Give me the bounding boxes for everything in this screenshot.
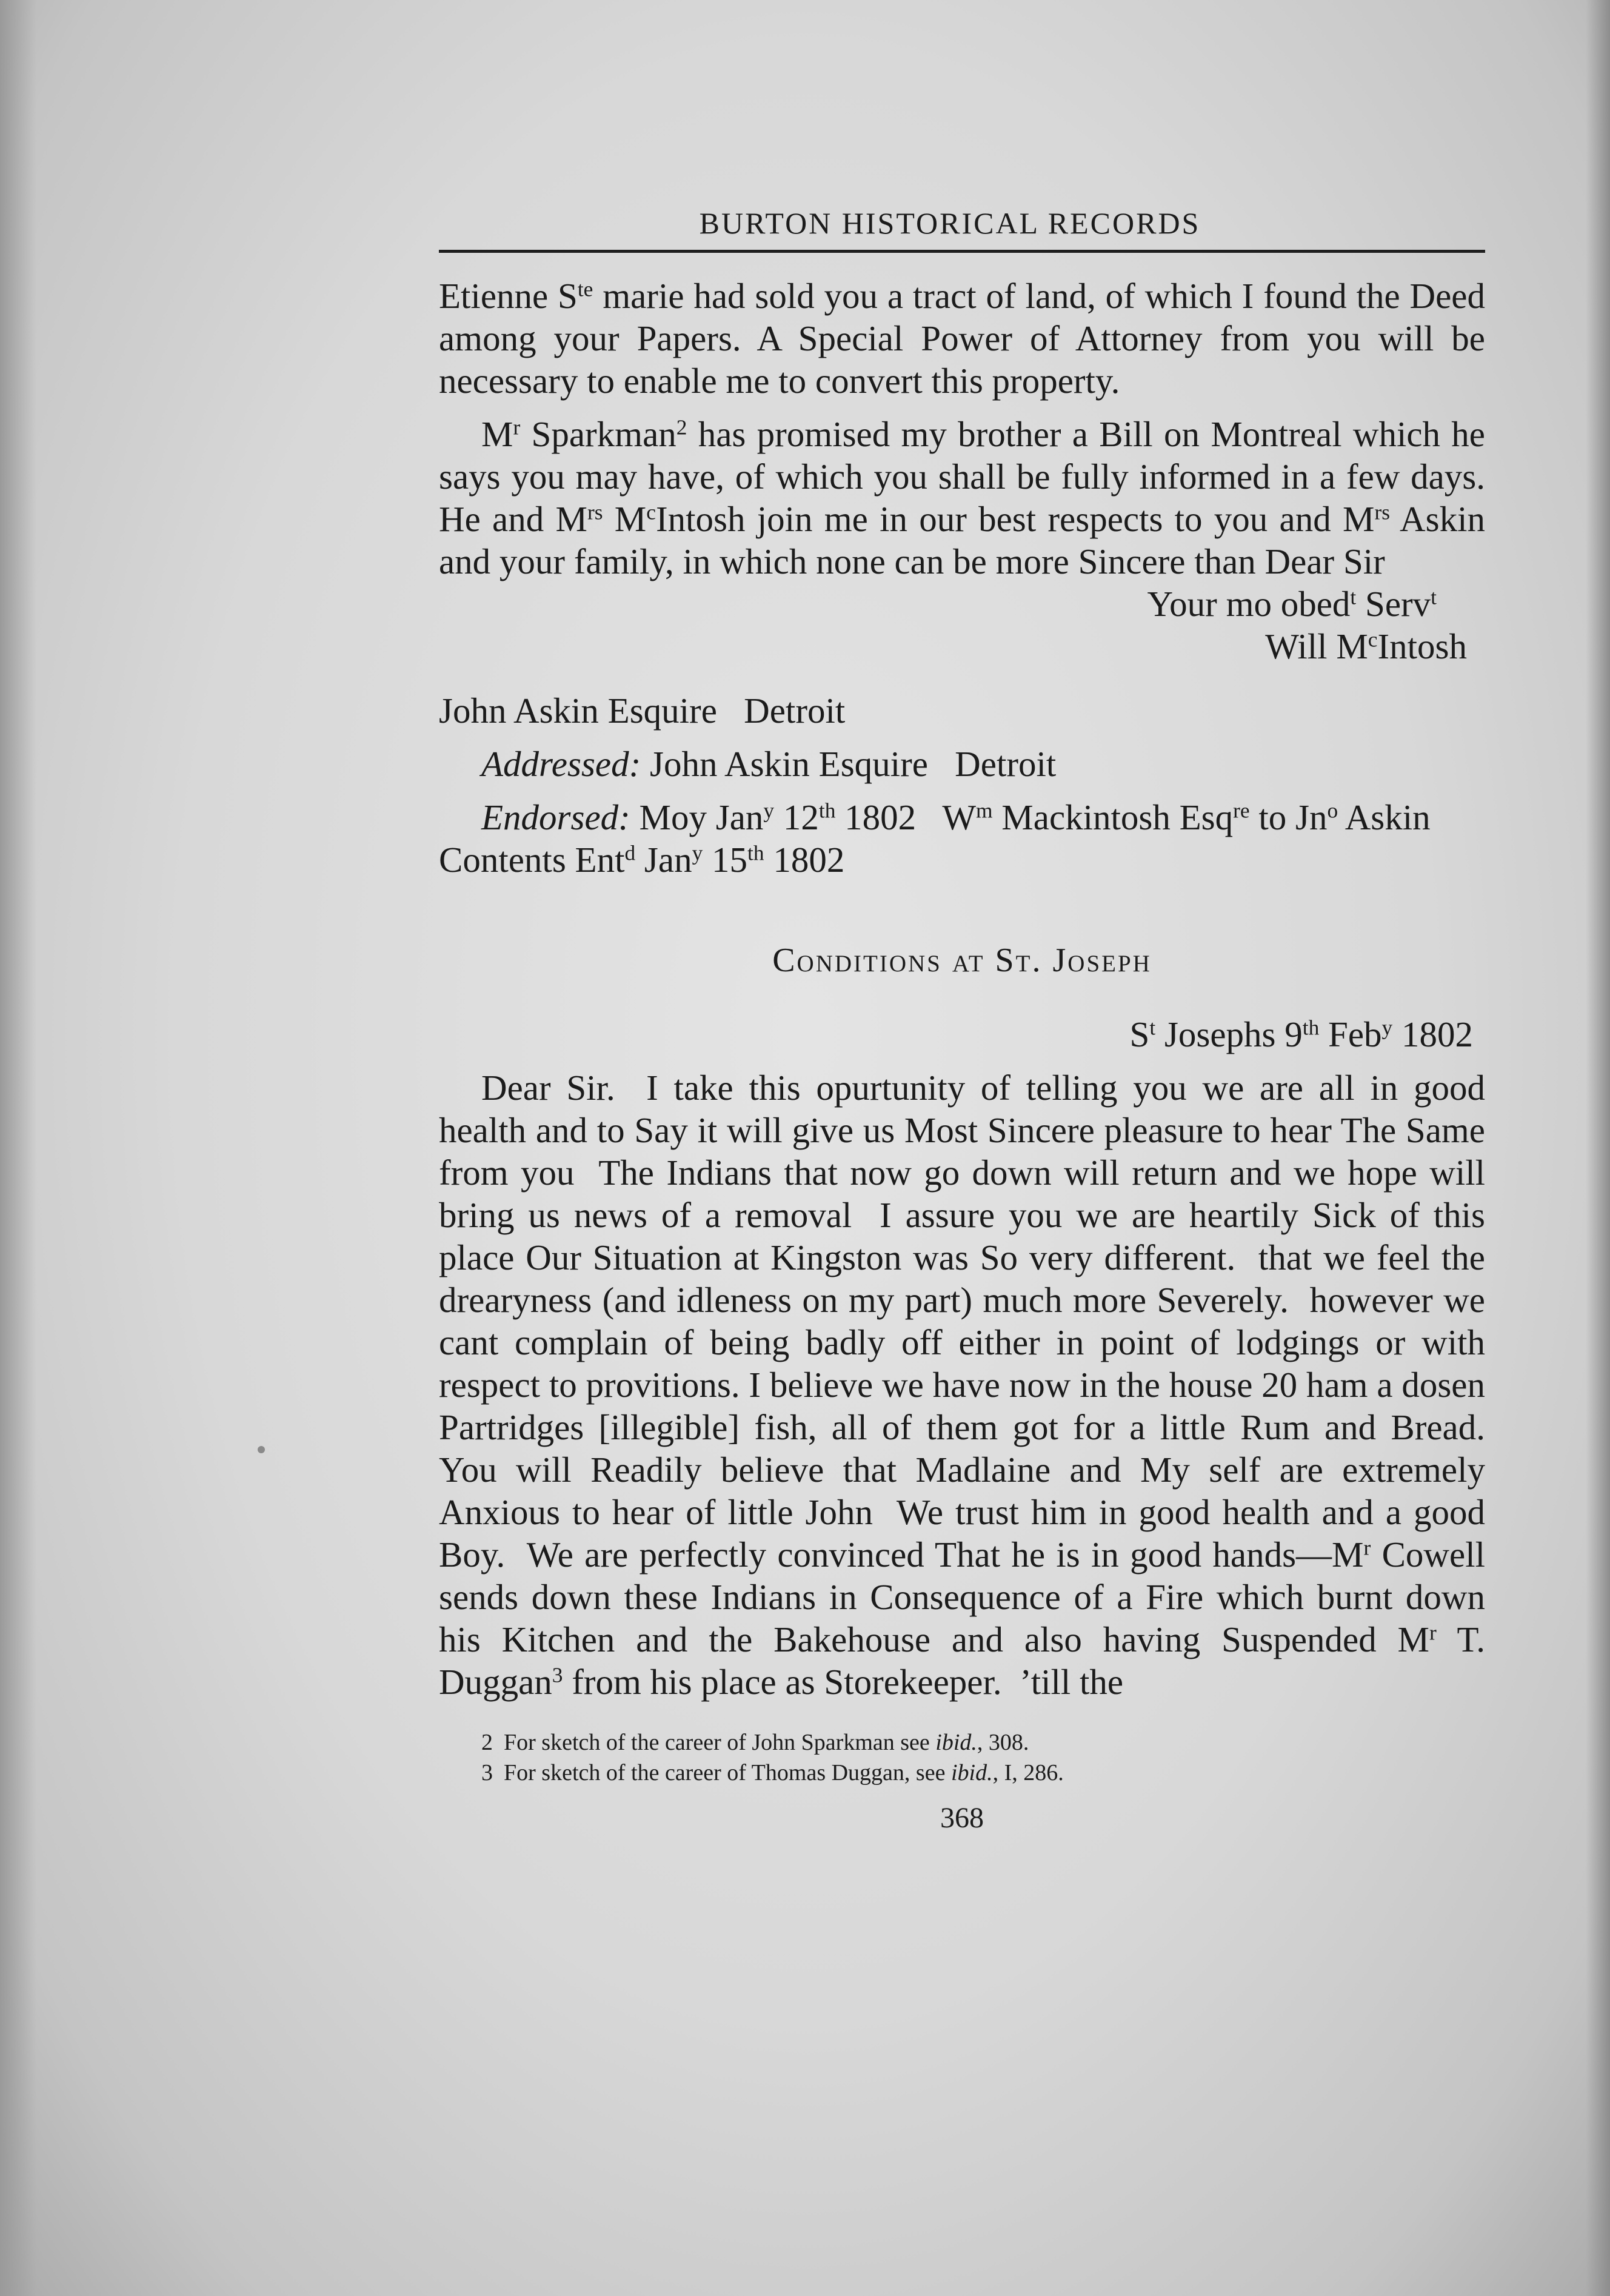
- scan-shadow-left: [0, 0, 36, 2296]
- paper-speck: [258, 1446, 265, 1453]
- footnote-ref-2: 2: [676, 415, 687, 440]
- letter1-closing: Your mo obed$^t$ Serv$^t$: [1147, 584, 1437, 624]
- letter2-body: Dear Sir. I take this opurtunity of telling you we are all in good health and to Say it will give us Most Sincere pleasure to hear The Same from you The Indians that now go down will return and we hope will bring us news of a removal I assure you we are heartily Sick of this place Our Situation at Kingston was So very different. that we feel the drearyness (and idleness on my part) much more Severely. however we cant complain of being badly off either in point of lodgings or with respect to provitions. I believe we have now in the house 20 ham a dosen Partridges [illegible] fish, all of them got for a little Rum and Bread. You will Readily believe that Madlaine and My self are extremely Anxious to hear of little John We trust him in good health and a good Boy. We are perfectly convinced That he is in good $hands—M^r$ Cowell sends down these Indians in Consequence of a Fire which burnt down his Kitchen and the Bakehouse and also having Suspended $M^r$ T. Duggan$^3$ from his place as Storekeeper. ’till the: [439, 1068, 1503, 1702]
- letter1-paragraph-2: $M^r$ Sparkman$^2$ has promised my brother a Bill on Montreal which he says you may have, of which you shall be fully informed in a few days. He and $M^{rs}$ $M^cIntosh$ join me in our best respects to you and $M^{rs}$ Askin and your family, in which none can be more Sincere than Dear Sir: [439, 414, 1485, 581]
- footnote-3: 3 For sketch of the career of Thomas Duggan, see ibid., I, 286.: [481, 1760, 1064, 1786]
- page-content: [439, 200, 1503, 1835]
- section-title: Conditions at St. Joseph: [772, 942, 1152, 979]
- letter1-signature: Will $M^cIntosh$: [1265, 626, 1467, 666]
- letter1-addressed-note: Addressed: John Askin Esquire Detroit: [481, 744, 1057, 784]
- letter1-endorsed-note: Endorsed: Moy Jan$^y$ 12th 1802 $W^m$ Mackintosh Esq$^{re}$ to Jn$^o$ Askin Contents Ent$^d$ Jan$^y$ 15th 1802: [439, 797, 1457, 880]
- scan-shadow-right: [1586, 0, 1610, 2296]
- letter1-addressee: John Askin Esquire Detroit: [439, 691, 846, 731]
- letter1-paragraph-1: Etienne $S^{te}$ marie had sold you a tract of land, of which I found the Deed among your Papers. A Special Power of Attorney from you will be necessary to enable me to convert this property.: [439, 276, 1485, 401]
- letter2-dateline: $S^t$ Josephs 9th Feb$^y$ 1802: [1129, 1014, 1473, 1054]
- footnote-ref-3: 3: [552, 1662, 563, 1687]
- footnotes: [439, 1727, 1485, 1788]
- header-rule: [439, 250, 1485, 253]
- footnote-2: 2 For sketch of the career of John Sparkman see ibid., 308.: [481, 1730, 1029, 1755]
- running-head: BURTON HISTORICAL RECORDS: [699, 206, 1201, 240]
- page-number: 368: [940, 1802, 984, 1834]
